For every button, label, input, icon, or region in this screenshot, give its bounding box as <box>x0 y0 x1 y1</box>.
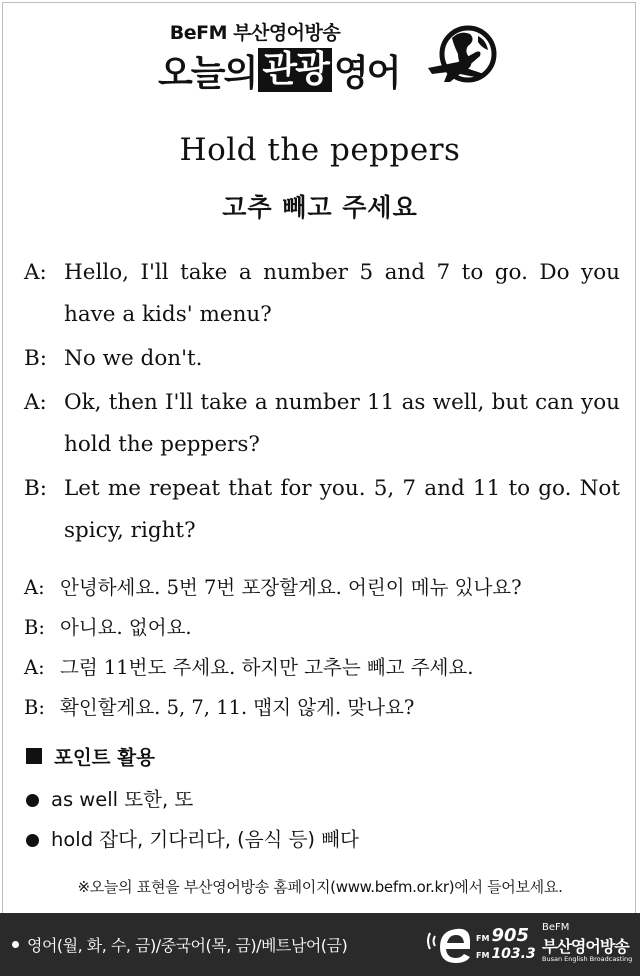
befm-e-logo-icon <box>424 919 484 971</box>
square-bullet-icon <box>26 748 42 764</box>
dialogue-line <box>24 648 624 688</box>
logo-station-name: 부산영어방송 <box>542 937 629 956</box>
website-note: ※오늘의 표현을 부산영어방송 홈페이지(www.befm.or.kr)에서 들어보세요. <box>77 878 563 896</box>
logo-station-english: Busan English Broadcasting <box>542 955 633 963</box>
schedule-text: 영어(월, 화, 수, 금)/중국어(목, 금)/베트남어(금) <box>27 936 348 955</box>
footer-bar <box>0 913 640 976</box>
dialogue-text: Ok, then I'll take a number 11 as well, but can you hold the peppers? <box>64 390 620 457</box>
speaker-label: A: <box>24 656 45 679</box>
dot-bullet-icon <box>12 941 19 948</box>
dot-bullet-icon <box>26 794 39 807</box>
expression-title-english: Hold the peppers <box>179 132 461 168</box>
point-title-text: 포인트 활용 <box>54 746 155 769</box>
dialogue-line <box>24 688 624 728</box>
dialogue-text: 그럼 11번도 주세요. 하지만 고추는 빼고 주세요. <box>60 656 474 679</box>
brand-title-boxed: 관광 <box>258 48 332 92</box>
speaker-label: B: <box>24 696 45 719</box>
befm-logo <box>424 919 636 971</box>
dialogue-line <box>24 568 624 608</box>
dialogue-line <box>24 382 620 466</box>
speaker-label: A: <box>24 576 45 599</box>
point-list <box>26 780 359 860</box>
logo-befm-text: BeFM <box>542 922 570 933</box>
dialogue-line <box>24 338 620 380</box>
expression-title-korean: 고추 빼고 주세요 <box>222 193 418 222</box>
dialogue-text: Let me repeat that for you. 5, 7 and 11 to go. Not spicy, right? <box>64 476 620 543</box>
brand-subtitle: BeFM 부산영어방송 <box>169 22 341 44</box>
globe-airplane-icon <box>424 24 504 94</box>
speaker-label: B: <box>24 616 45 639</box>
dot-bullet-icon <box>26 834 39 847</box>
dialogue-text: 안녕하세요. 5번 7번 포장할게요. 어린이 메뉴 있나요? <box>60 576 522 599</box>
brand-title-pre: 오늘의 <box>158 52 257 94</box>
speaker-label: A: <box>24 260 47 285</box>
frequency-primary: FM 905 <box>476 925 530 946</box>
list-item <box>26 780 359 820</box>
speaker-label: B: <box>24 476 48 501</box>
broadcast-schedule <box>12 913 347 976</box>
dialogue-line <box>24 252 620 336</box>
dialogue-text: No we don't. <box>64 346 203 371</box>
brand-title <box>158 44 399 96</box>
dialogue-text: 아니요. 없어요. <box>60 616 192 639</box>
dialogue-text: Hello, I'll take a number 5 and 7 to go. Do you have a kids' menu? <box>64 260 620 327</box>
brand-title-post: 영어 <box>333 52 400 94</box>
speaker-label: A: <box>24 390 47 415</box>
frequency-secondary: FM 103.3 <box>476 946 536 962</box>
header <box>0 0 640 110</box>
dialogue-line <box>24 608 624 648</box>
korean-dialogue <box>24 568 624 728</box>
dialogue-line <box>24 468 620 552</box>
speaker-label: B: <box>24 346 48 371</box>
point-text: hold 잡다, 기다리다, (음식 등) 빼다 <box>51 828 359 851</box>
dialogue-text: 확인할게요. 5, 7, 11. 맵지 않게. 맞나요? <box>60 696 415 719</box>
list-item <box>26 820 359 860</box>
english-dialogue <box>24 252 620 552</box>
point-section-title <box>26 742 155 770</box>
point-text: as well 또한, 또 <box>51 788 194 811</box>
